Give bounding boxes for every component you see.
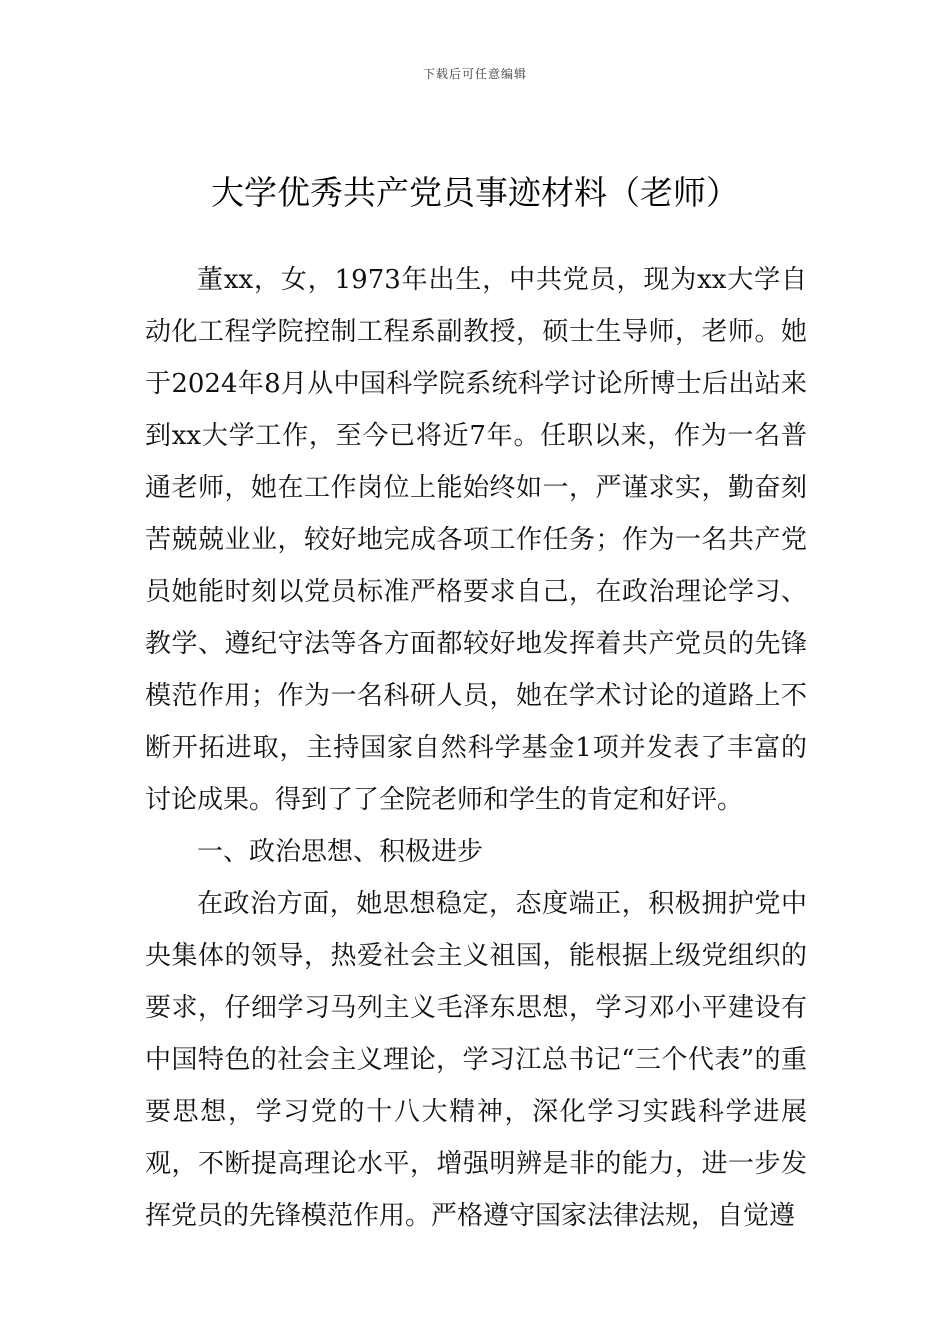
document-title: 大学优秀共产党员事迹材料（老师） [211,173,739,212]
intro-paragraph: 董xx，女，1973年出生，中共党员，现为xx大学自动化工程学院控制工程系副教授，硕士生导师，老师。她于2024年8月从中国科学院系统科学讨论所博士后出站来到xx大学工作，至今已将近7年。任职以来，作为一名普通老师，她在工作岗位上能始终如一，严谨求实，勤奋刻苦兢兢业业，较好地完成各项工作任务；作为一名共产党员她能时刻以党员标准严格要求自己，在政治理论学习、教学、遵纪守法等各方面都较好地发挥着共产党员的先锋模范作用；作为一名科研人员，她在学术讨论的道路上不断开拓进取，主持国家自然科学基金1项并发表了丰富的讨论成果。得到了了全院老师和学生的肯定和好评。 [145,265,807,815]
section-heading: 一、政治思想、积极进步 [197,837,484,867]
politics-paragraph: 在政治方面，她思想稳定，态度端正，积极拥护党中央集体的领导，热爱社会主义祖国，能根据上级党组织的要求，仔细学习马列主义毛泽东思想，学习邓小平建设有中国特色的社会主义理论，学习江总书记“三个代表”的重要思想，学习党的十八大精神，深化学习实践科学进展观，不断提高理论水平，增强明辨是非的能力，进一步发挥党员的先锋模范作用。严格遵守国家法律法规，自觉遵 [145,889,807,1231]
header-note: 下载后可任意编辑 [422,67,527,81]
document-body [145,254,807,1242]
